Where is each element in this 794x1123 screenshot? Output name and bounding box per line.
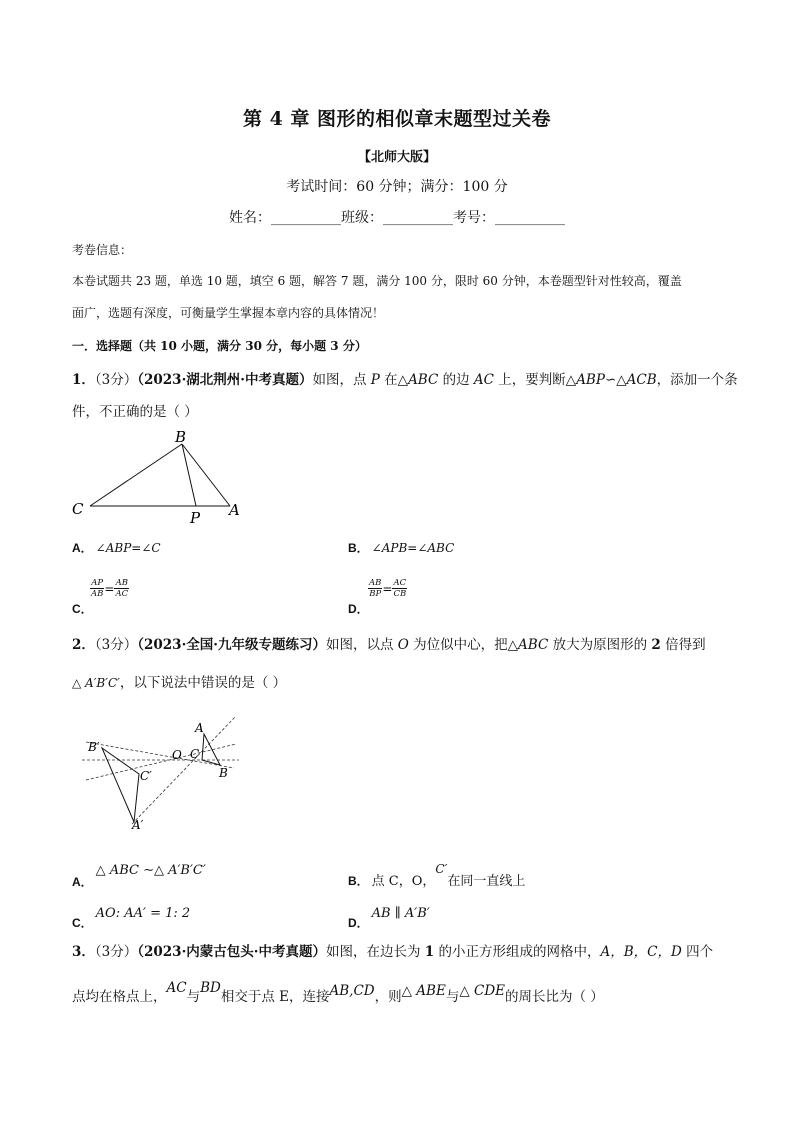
option-text: ∠APB=∠ABC (371, 541, 455, 555)
q1-label-a: A (229, 501, 240, 519)
question-2-line-1 (72, 633, 706, 653)
student-info-line: 姓名：__________班级：__________考号：__________ (229, 210, 565, 226)
q3-var: A，B，C，D (600, 944, 682, 960)
q2-label-a: A (195, 721, 204, 735)
option-letter: D． (348, 916, 369, 930)
q3-var: △ CDE (459, 983, 506, 999)
option-letter: A． (72, 541, 93, 555)
q1-text: ∽ (604, 372, 617, 388)
question-2-line-2 (72, 671, 286, 691)
q1-label-p: P (190, 509, 201, 527)
option-text: ∠ABP=∠C (95, 541, 161, 555)
denominator: CB (393, 589, 407, 599)
q1-text: 在△ (379, 372, 409, 388)
q2-label-o: O (172, 748, 182, 762)
q3-text: 的小正方形组成的网格中， (434, 944, 601, 960)
q2-score: （3分） (94, 637, 138, 653)
q2-label-c-prime: C′ (140, 769, 152, 783)
q1-label-b: B (175, 428, 187, 446)
q3-text: 与 (445, 989, 460, 1005)
q3-text: 相交于点 E，连接 (220, 989, 330, 1005)
edition-label: 【北师大版】 (357, 150, 436, 165)
q1-option-c-formula (90, 578, 129, 599)
denominator: AC (115, 589, 129, 599)
q1-option-a[interactable] (72, 539, 161, 556)
q2-label-b-prime: B′ (88, 740, 100, 754)
q2-homothety-figure (64, 712, 254, 836)
q2-text: ，以下说法中错误的是（ ） (119, 675, 287, 691)
q2-option-b[interactable] (348, 862, 526, 889)
q2-label-a-prime: A′ (132, 818, 144, 832)
fraction (392, 578, 407, 599)
option-letter: B． (348, 874, 369, 888)
option-text: AB ∥ A′B′ (371, 906, 430, 921)
equals-sign: = (104, 582, 115, 596)
q2-triangle-original (202, 734, 220, 765)
q1-score: （3分） (94, 372, 138, 388)
page-title: 第 4 章 图形的相似章末题型过关卷 (242, 108, 552, 130)
q3-score: （3分） (94, 944, 138, 960)
q1-text: 上，要判断△ (494, 372, 577, 388)
option-text: 点 C，O， (371, 874, 436, 889)
option-letter: B． (348, 541, 369, 555)
q3-var: AC (166, 980, 187, 996)
q1-text: △ (616, 372, 627, 388)
q1-var: ABP (576, 372, 605, 388)
q2-option-c[interactable] (72, 904, 191, 930)
info-line-2: 面广，选题有深度，可衡量学生掌握本章内容的具体情况！ (72, 306, 385, 320)
q2-text: 为位似中心，把△ (408, 637, 519, 653)
q2-var: 2 (651, 637, 661, 653)
fraction (90, 578, 104, 599)
q3-text: 点均在格点上， (72, 989, 167, 1005)
q2-var: ABC (518, 637, 549, 653)
option-text: 在同一直线上 (447, 874, 526, 889)
q3-var: △ ABE (401, 983, 446, 999)
exam-time: 考试时间：60 分钟；满分：100 分 (286, 179, 508, 195)
q1-text: 的边 (438, 372, 474, 388)
option-letter: A． (72, 875, 93, 889)
q1-var: ACB (626, 372, 657, 388)
info-line-1: 本卷试题共 23 题，单选 10 题，填空 6 题，解答 7 题，满分 100 分，限时 60 分钟，本卷题型针对性较高，覆盖 (72, 274, 682, 288)
q2-option-a[interactable] (72, 861, 206, 889)
numerator: AB (115, 578, 128, 588)
equals-sign: = (382, 582, 393, 596)
question-1-line-1 (72, 368, 738, 388)
q1-label-c: C (72, 500, 84, 518)
q1-text: 如图，点 (312, 372, 371, 388)
q1-side-cb (90, 444, 182, 506)
q1-source: （2023·湖北荆州·中考真题） (137, 372, 313, 388)
fraction (368, 578, 382, 599)
option-letter: C． (72, 916, 93, 930)
q2-text: 如图，以点 (325, 637, 398, 653)
q2-var: O (397, 637, 409, 653)
q3-text: 四个 (681, 944, 714, 960)
q1-var: ABC (408, 372, 439, 388)
q3-var: BD (200, 980, 221, 996)
q1-var: AC (473, 372, 494, 388)
q2-text: 放大为原图形的 (548, 637, 652, 653)
q2-triangle-image (102, 748, 139, 822)
option-letter: C． (72, 602, 93, 616)
option-text: AO: AA′ = 1: 2 (95, 906, 191, 921)
denominator: AB (91, 589, 104, 599)
option-letter: D． (348, 602, 369, 616)
q2-label-b: B (219, 766, 228, 780)
question-1-line-2: 件，不正确的是（ ） (72, 404, 198, 420)
q2-triangle-prime: △ A′B′C′ (72, 676, 120, 690)
q1-option-b[interactable] (348, 539, 454, 556)
fraction (114, 578, 129, 599)
q2-option-d[interactable] (348, 904, 430, 930)
q2-dashed-line (86, 742, 234, 768)
numerator: AP (91, 578, 104, 588)
q1-triangle-figure (64, 424, 254, 530)
q3-text: 与 (186, 989, 201, 1005)
q2-source: （2023·全国·九年级专题练习） (137, 637, 326, 653)
numerator: AB (369, 578, 382, 588)
q3-text: ，则 (374, 989, 402, 1005)
denominator: BP (369, 589, 382, 599)
q3-source: （2023·内蒙古包头·中考真题） (137, 944, 326, 960)
question-3-line-2 (72, 980, 604, 1005)
q1-text: ，添加一个条 (656, 372, 738, 388)
q2-label-c: C (190, 747, 200, 761)
q3-text: 如图，在边长为 (325, 944, 425, 960)
info-label: 考卷信息： (72, 243, 133, 257)
option-text: △ ABC ∼△ A′B′C′ (95, 863, 206, 878)
numerator: AC (393, 578, 407, 588)
q2-text: 倍得到 (660, 637, 706, 653)
q1-var: P (370, 372, 380, 388)
q1-option-c[interactable] (72, 600, 96, 617)
q3-text: 的周长比为（ ） (505, 989, 604, 1005)
q3-var: AB,CD (329, 983, 375, 999)
option-text: C′ (435, 862, 448, 876)
q1-number: 1． (72, 372, 95, 388)
q1-option-d[interactable] (348, 600, 372, 617)
section-heading: 一．选择题（共 10 小题，满分 30 分，每小题 3 分） (72, 339, 367, 353)
question-3-line-1 (72, 940, 713, 960)
q1-option-d-formula (368, 578, 407, 599)
q2-number: 2． (72, 637, 95, 653)
q3-number: 3． (72, 944, 95, 960)
q3-var: 1 (424, 944, 435, 960)
